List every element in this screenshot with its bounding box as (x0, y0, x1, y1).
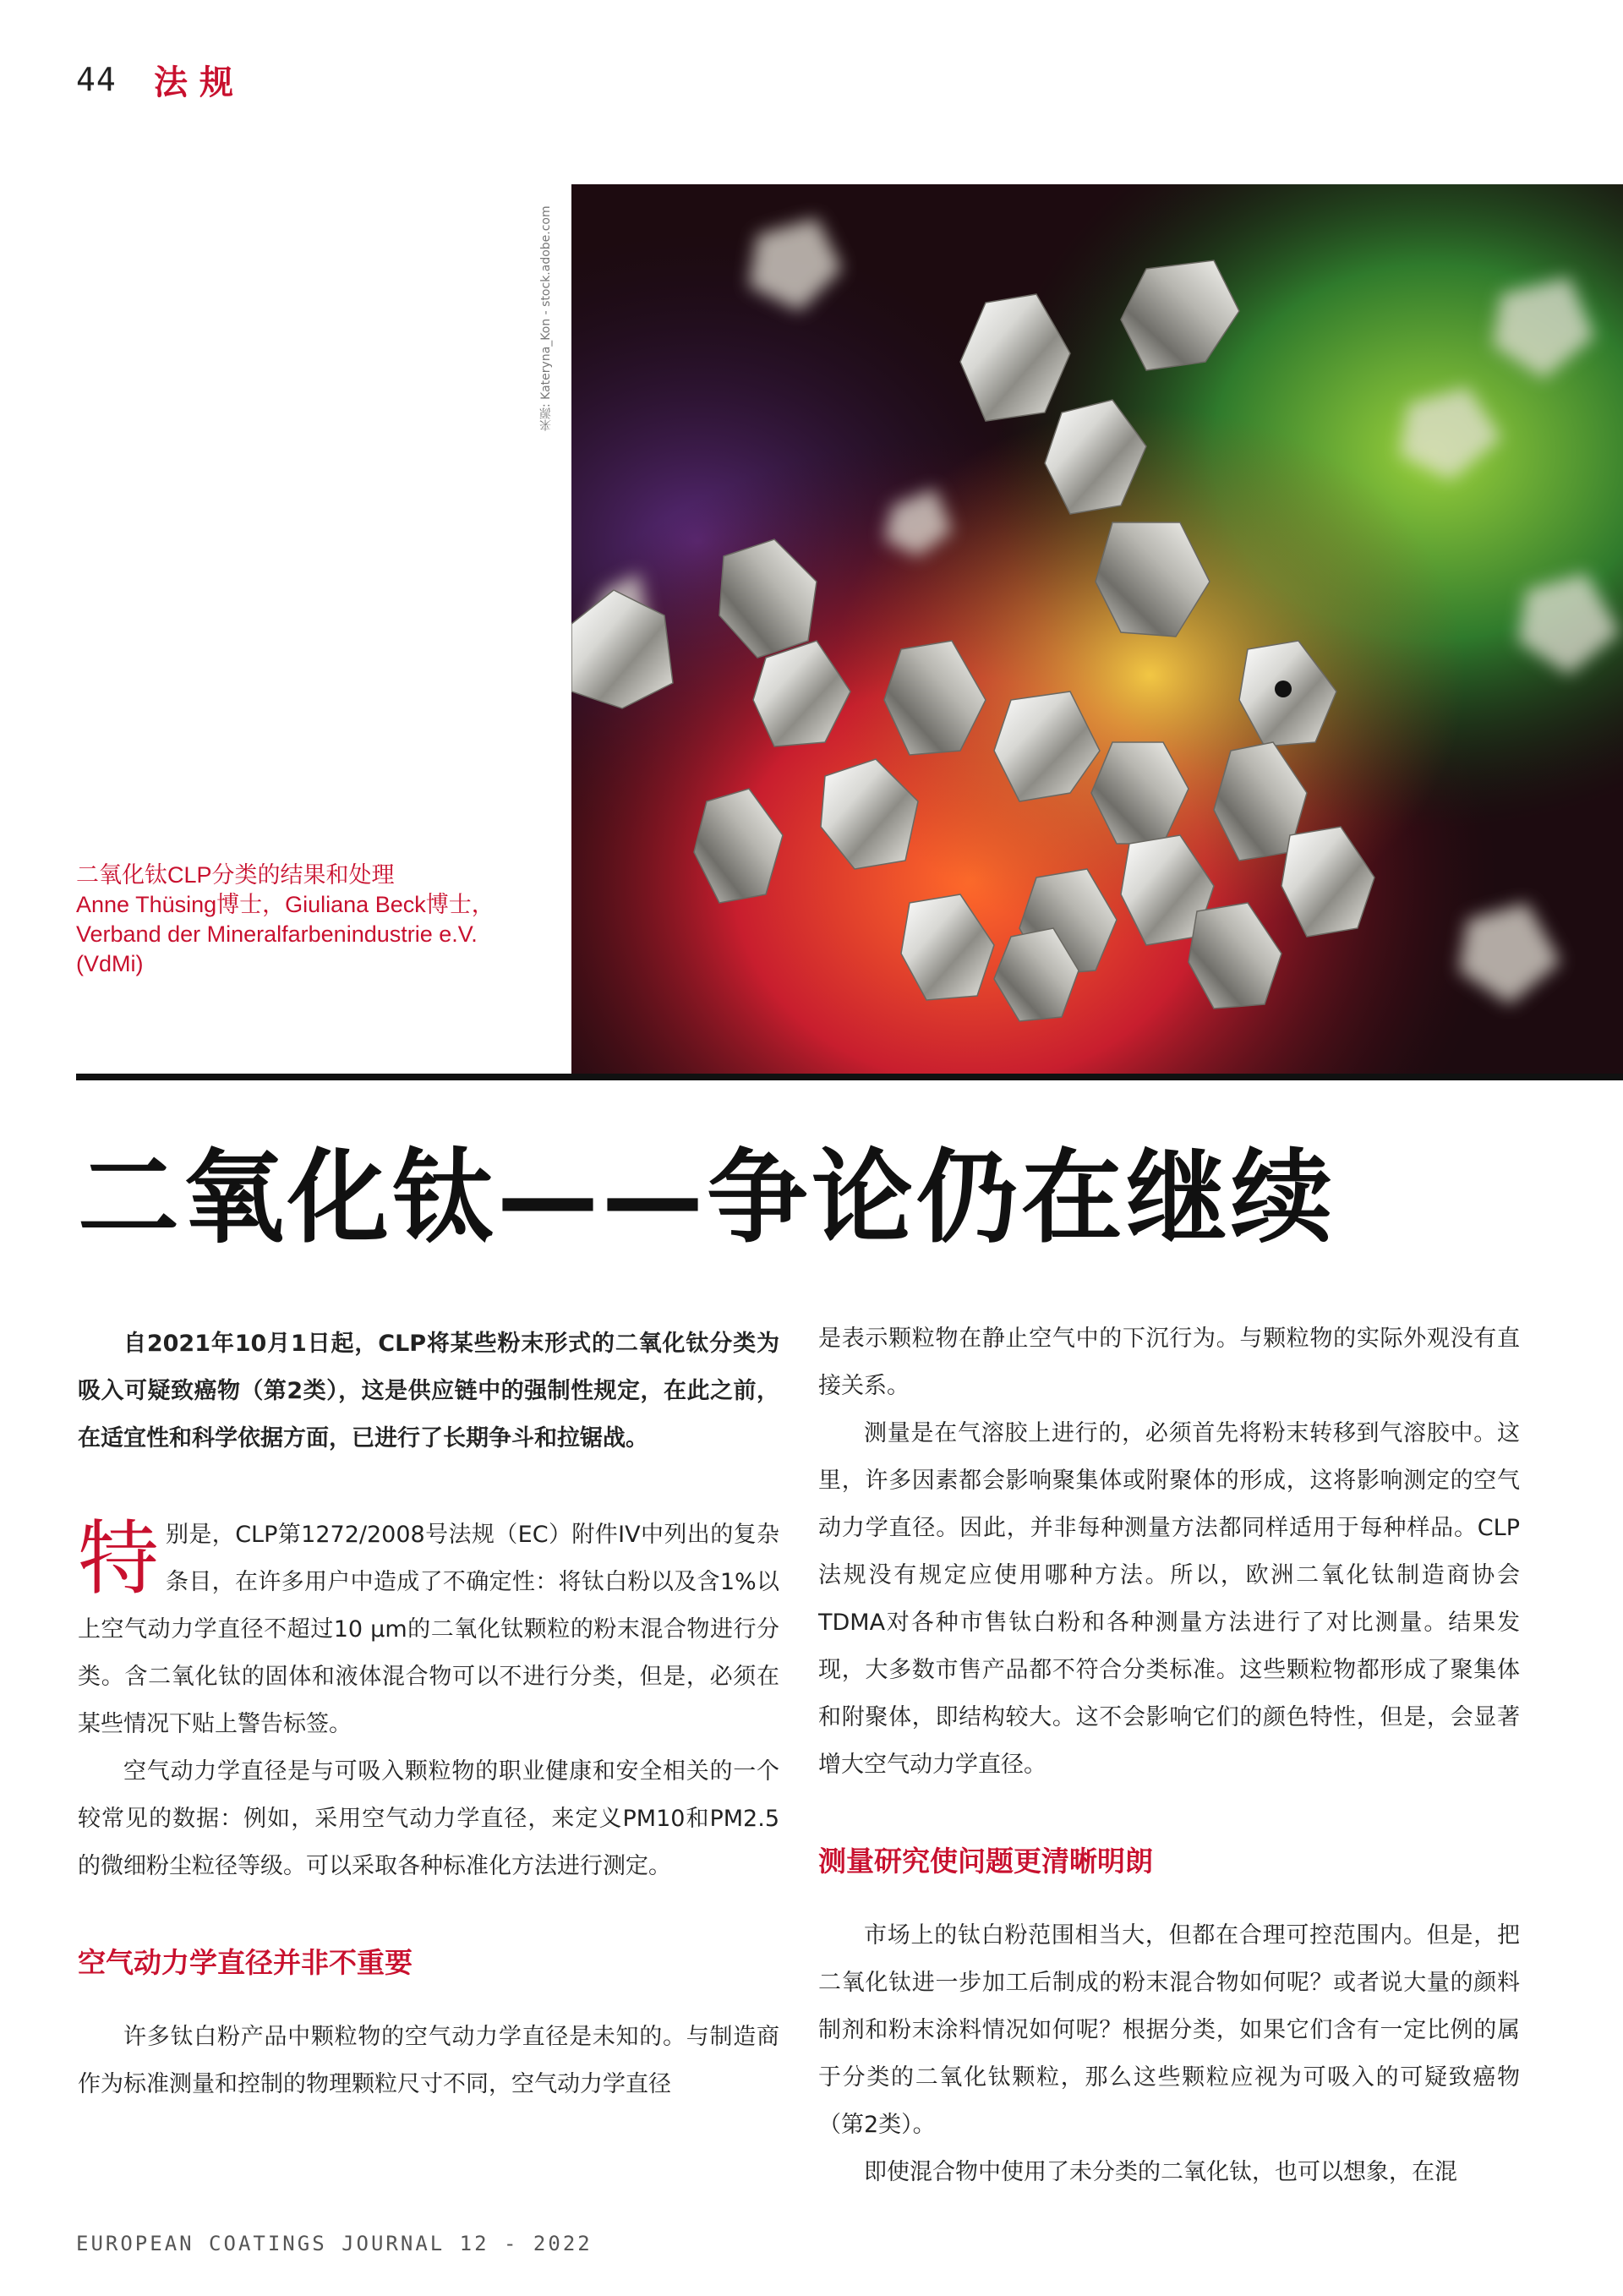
article-paragraph-3: 许多钛白粉产品中颗粒物的空气动力学直径是未知的。与制造商作为标准测量和控制的物理颗粒尺寸不同，空气动力学直径 (78, 2024, 779, 2097)
titanium-dioxide-crystals-illustration (571, 184, 1623, 1077)
article-paragraph-5: 市场上的钛白粉范围相当大，但都在合理可控范围内。但是，把二氧化钛进一步加工后制成的粉末混合物如何呢？或者说大量的颜料制剂和粉末涂料情况如何呢？根据分类，如果它们含有一定比例的属于分类的二氧化钛颗粒，那么这些颗粒应视为可吸入的可疑致癌物（第2类）。 (818, 1922, 1520, 2138)
article-byline (76, 861, 549, 979)
article-lead: 自2021年10月1日起，CLP将某些粉末形式的二氧化钛分类为吸入可疑致癌物（第2类），这是供应链中的强制性规定，在此之前，在适宜性和科学依据方面，已进行了长期争斗和拉锯战。 (78, 1331, 779, 1451)
article-paragraph-4: 测量是在气溶胶上进行的，必须首先将粉末转移到气溶胶中。这里，许多因素都会影响聚集体或附聚体的形成，这将影响测定的空气动力学直径。因此，并非每种测量方法都同样适用于每种样品。CLP法规没有规定应使用哪种方法。所以，欧洲二氧化钛制造商协会TDMA对各种市售钛白粉和各种测量方法进行了对比测量。结果发现，大多数市售产品都不符合分类标准。这些颗粒物都形成了聚集体和附聚体，即结构较大。这不会影响它们的颜色特性，但是，会显著增大空气动力学直径。 (818, 1420, 1520, 1778)
article-paragraph-1 (78, 1512, 779, 1748)
byline-authors: Anne Thüsing博士，Giuliana Beck博士， (76, 892, 495, 917)
photo-credit: 来源: Kateryna_Kon - stock.adobe.com (539, 205, 553, 431)
article-paragraph-3-continued: 是表示颗粒物在静止空气中的下沉行为。与颗粒物的实际外观没有直接关系。 (818, 1326, 1520, 1399)
byline-abbreviation: (VdMi) (76, 951, 144, 976)
byline-title: 二氧化钛CLP分类的结果和处理 (76, 862, 395, 888)
hero-image (571, 184, 1623, 1077)
section-tag: 法规 (154, 63, 245, 102)
page-number: 44 (76, 61, 117, 98)
article-paragraph-6: 即使混合物中使用了未分类的二氧化钛，也可以想象，在混 (864, 2159, 1457, 2185)
section-heading-1: 空气动力学直径并非不重要 (78, 1946, 413, 1979)
article-paragraph-2: 空气动力学直径是与可吸入颗粒物的职业健康和安全相关的一个较常见的数据：例如，采用空气动力学直径，来定义PM10和PM2.5的微细粉尘粒径等级。可以采取各种标准化方法进行测定。 (78, 1758, 779, 1879)
drop-cap: 特 (78, 1512, 159, 1606)
journal-footer: EUROPEAN COATINGS JOURNAL 12 - 2022 (76, 2232, 593, 2255)
divider-rule (76, 1074, 1623, 1080)
article-column-right (818, 1315, 1520, 2196)
article-headline: 二氧化钛——争论仍在继续 (78, 1140, 1336, 1257)
article-column-left (78, 1320, 779, 2108)
section-heading-2: 测量研究使问题更清晰明朗 (818, 1845, 1153, 1878)
article-paragraph-1-text: 别是，CLP第1272/2008号法规（EC）附件IV中列出的复杂条目，在许多用户中造成了不确定性：将钛白粉以及含1%以上空气动力学直径不超过10 μm的二氧化钛颗粒的粉末混合物进行分类。含二氧化钛的固体和液体混合物可以不进行分类，但是，必须在某些情况下贴上警告标签。 (78, 1522, 779, 1737)
byline-organization: Verband der Mineralfarbenindustrie e.V. (76, 921, 478, 947)
